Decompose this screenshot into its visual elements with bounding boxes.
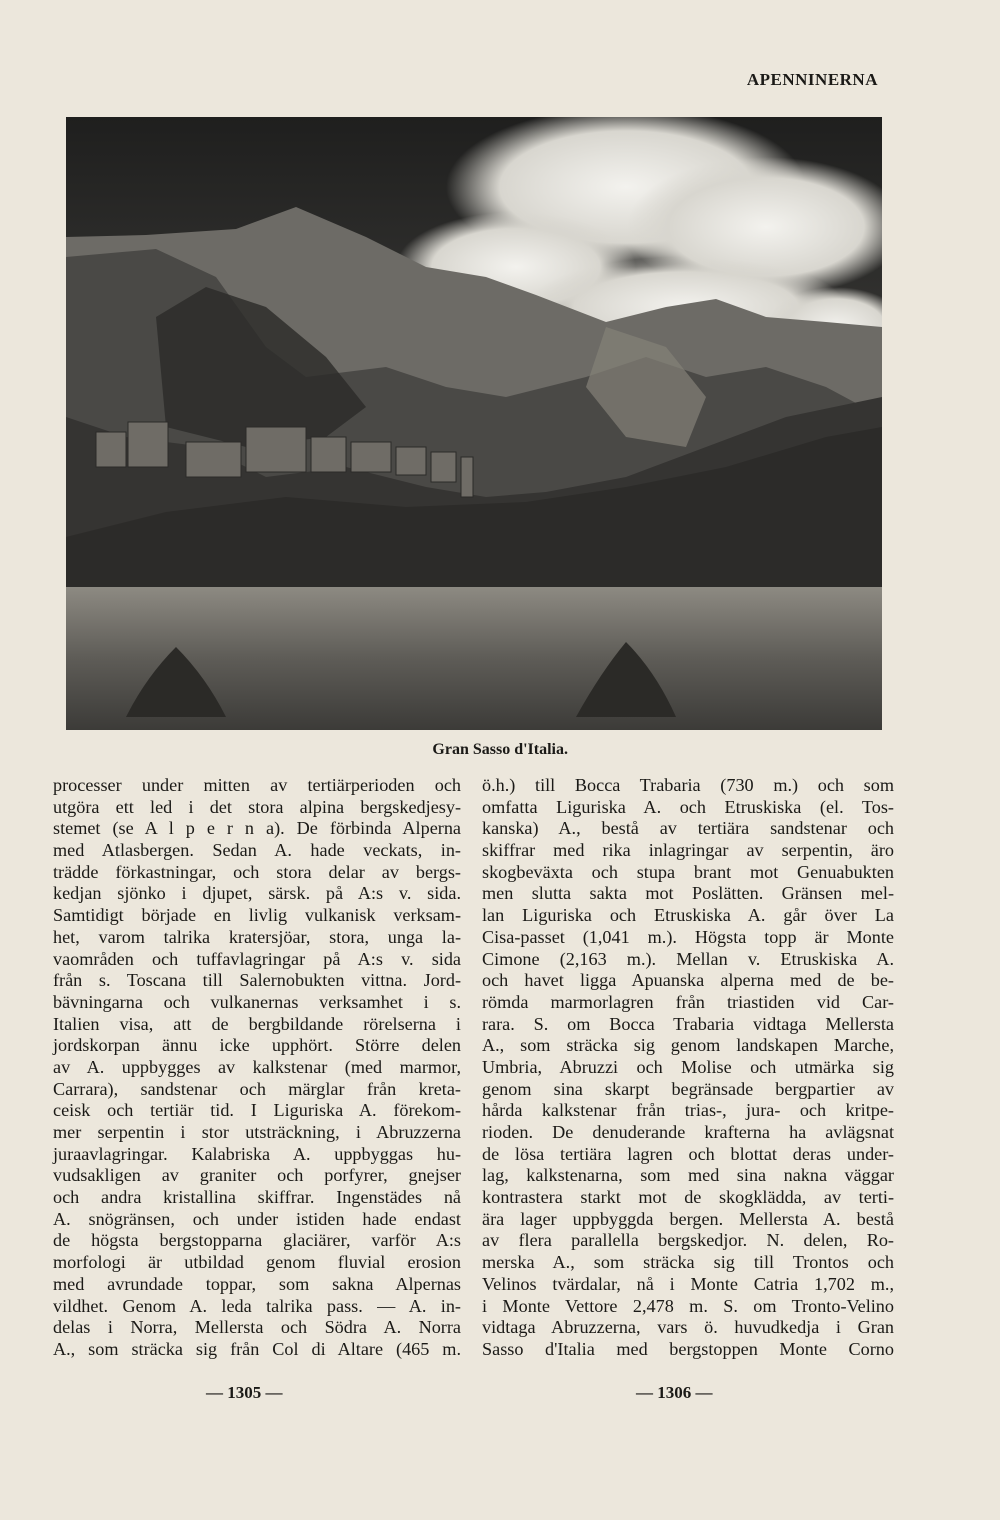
text-line: Velinos tvärdalar, nå i Monte Catria 1,702 m.,	[482, 1273, 894, 1294]
text-line: av flera parallella bergskedjor. N. delen, Ro-	[482, 1230, 894, 1251]
text-line: lag, kalkstenarna, som med sina nakna väggar	[482, 1165, 894, 1186]
text-line: från s. Toscana till Salernobukten vittna. Jord-	[53, 970, 461, 991]
text-line: och andra kristallina skiffrar. Ingenstädes nå	[53, 1187, 461, 1208]
text-line: Cimone (2,163 m.). Mellan v. Etruskiska A.	[482, 948, 894, 969]
text-line: vudsakligen av graniter och porfyrer, gnejser	[53, 1165, 461, 1186]
text-line: i Monte Vettore 2,478 m. S. om Tronto-Velino	[482, 1295, 894, 1316]
running-title: APENNINERNA	[746, 70, 878, 89]
text-line: hårda kalkstenar från trias-, jura- och kritpe-	[482, 1100, 894, 1121]
text-line: delas i Norra, Mellersta och Södra A. Norra	[53, 1317, 461, 1338]
text-line: Italien visa, att de bergbildande rörelserna i	[53, 1013, 461, 1034]
text-line: ö.h.) till Bocca Trabaria (730 m.) och som	[482, 775, 894, 795]
text-line: Umbria, Abruzzi och Molise och utmärka sig	[482, 1056, 894, 1077]
text-line: ära lager uppbyggda bergen. Mellersta A. bestå	[482, 1208, 894, 1229]
text-line: med Atlasbergen. Sedan A. hade veckats, in-	[53, 840, 461, 861]
text-line: omfatta Liguriska A. och Etruskiska (el. Tos-	[482, 796, 894, 817]
text-line: römda marmorlagren från triastiden vid Car-	[482, 991, 894, 1012]
text-line: av A. uppbygges av kalkstenar (med marmor,	[53, 1056, 461, 1077]
text-line: med avrundade toppar, som sakna Alpernas	[53, 1273, 461, 1294]
text-line: Samtidigt började en livlig vulkanisk verksam-	[53, 905, 461, 926]
text-line: Carrara), sandstenar och märglar från kreta-	[53, 1078, 461, 1099]
text-line: kanska) A., bestå av tertiära sandstenar och	[482, 818, 894, 839]
text-line: morfologi är utbildad genom fluvial erosion	[53, 1252, 461, 1273]
text-line: processer under mitten av tertiärperioden och	[53, 775, 461, 795]
text-line: rara. S. om Bocca Trabaria vidtaga Mellersta	[482, 1013, 894, 1034]
text-line: Cisa-passet (1,041 m.). Högsta topp är Monte	[482, 926, 894, 947]
page-number-right: — 1306 —	[636, 1383, 713, 1402]
text-line: och havet ligga Apuanska alperna med de be-	[482, 970, 894, 991]
right-text-column	[482, 775, 894, 1361]
text-line: juraavlagringar. Kalabriska A. uppbyggas hu-	[53, 1143, 461, 1164]
text-line: de högsta bergstopparna glaciärer, varför A:s	[53, 1230, 461, 1251]
text-line: Sasso d'Italia med bergstoppen Monte Corno	[482, 1338, 894, 1359]
figure-caption: Gran Sasso d'Italia.	[432, 741, 568, 758]
text-line: rioden. De denuderande krafterna ha avlägsnat	[482, 1122, 894, 1142]
text-line: jordskorpan ännu icke upphört. Större delen	[53, 1035, 461, 1056]
text-line: kontrastera starkt mot de skogklädda, av terti-	[482, 1187, 894, 1208]
text-line: de lösa tertiära lagren och blottat deras under-	[482, 1143, 894, 1164]
text-line: men slutta sakta mot Poslätten. Gränsen mel-	[482, 883, 894, 904]
text-line: vaområden och tuffavlagringar på A:s v. sida	[53, 948, 461, 969]
text-line: skogbeväxta och stupa brant mot Genuabukten	[482, 861, 894, 882]
text-line: kedjan sjönko i djupet, särsk. på A:s v. sida.	[53, 883, 461, 904]
photo-illustration	[66, 117, 882, 730]
text-line: merska A., som sträcka sig till Trontos och	[482, 1252, 894, 1273]
text-line: vidtaga Abruzzerna, vars ö. huvudkedja i Gran	[482, 1317, 894, 1338]
text-line: skiffrar med rika inlagringar av serpentin, äro	[482, 840, 894, 861]
text-line: utgöra ett led i det stora alpina bergskedjesy-	[53, 796, 461, 817]
text-line: het, varom talrika kratersjöar, stora, unga la-	[53, 926, 461, 947]
text-line: trädde förkastningar, och stora delar av bergs-	[53, 861, 461, 882]
text-line: genom sina skarpt begränsade bergpartier av	[482, 1078, 894, 1099]
text-line: vildhet. Genom A. leda talrika pass. — A. in-	[53, 1295, 461, 1316]
left-text-column	[53, 775, 461, 1361]
text-line: stemet (se A l p e r n a). De förbinda Alperna	[53, 818, 461, 839]
text-line: ceisk och tertiär tid. I Liguriska A. förekom-	[53, 1100, 461, 1121]
landscape-photo	[66, 117, 882, 730]
text-line: A., som sträcka sig från Col di Altare (465 m.	[53, 1338, 461, 1359]
text-line: A. snögränsen, och under istiden hade endast	[53, 1208, 461, 1229]
page-number-left: — 1305 —	[206, 1383, 283, 1402]
text-line: A., som sträcka sig genom landskapen Marche,	[482, 1035, 894, 1056]
text-line: lan Liguriska och Etruskiska A. går över La	[482, 905, 894, 926]
text-line: bävningarna och vulkanernas verksamhet i s.	[53, 991, 461, 1012]
text-line: mer serpentin i stor utsträckning, i Abruzzerna	[53, 1122, 461, 1142]
